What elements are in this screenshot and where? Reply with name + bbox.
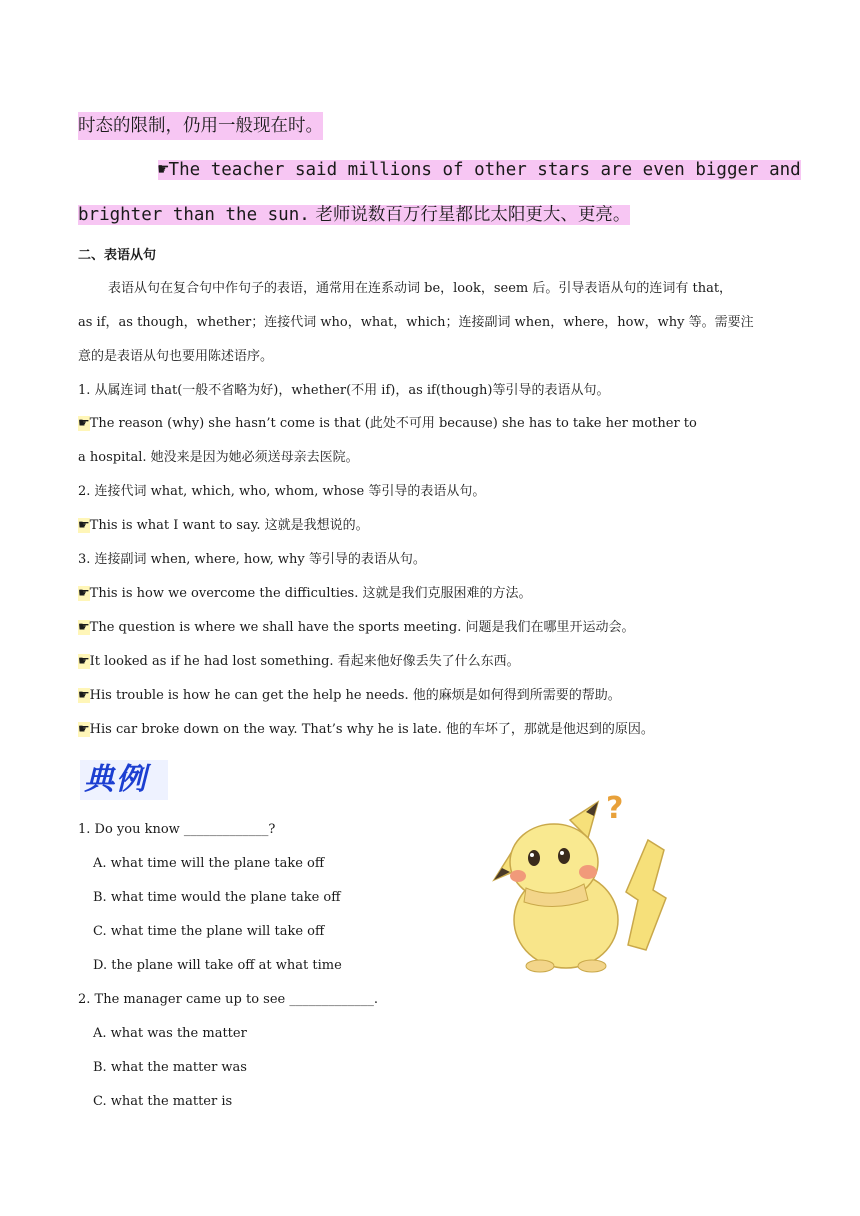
example-top-line1: ☛The teacher said millions of other stars are even bigger and bbox=[158, 160, 801, 180]
example-1a: ☛The reason (why) she hasn’t come is that (此处不可用 because) she has to take her mother to bbox=[78, 416, 697, 431]
desc-line-1: 表语从句在复合句中作句子的表语，通常用在连系动词 be，look，seem 后。引导表语从句的连词有 that， bbox=[108, 281, 733, 296]
desc-line-3: 意的是表语从句也要用陈述语序。 bbox=[78, 349, 274, 364]
example-3b: ☛The question is where we shall have the sports meeting. 问题是我们在哪里开运动会。 bbox=[78, 620, 635, 635]
question-1-option-d: D. the plane will take off at what time bbox=[93, 958, 342, 973]
section-heading: 二、表语从句 bbox=[78, 248, 157, 263]
example-3a: ☛This is how we overcome the difficulties. 这就是我们克服困难的方法。 bbox=[78, 586, 532, 601]
question-2-option-a: A. what was the matter bbox=[93, 1026, 247, 1041]
desc-line-2: as if，as though，whether；连接代词 who，what，which；连接副词 when，where，how，why 等。需要注 bbox=[78, 315, 754, 330]
rule-3: 3. 连接副词 when, where, how, why 等引导的表语从句。 bbox=[78, 552, 426, 567]
example-2: ☛This is what I want to say. 这就是我想说的。 bbox=[78, 518, 369, 533]
hand-icon: ☛ bbox=[78, 416, 90, 431]
question-2-stem: 2. The manager came up to see _____________. bbox=[78, 992, 378, 1007]
example-top-line2: brighter than the sun. 老师说数百万行星都比太阳更大、更亮。 bbox=[78, 205, 631, 225]
hand-icon: ☛ bbox=[158, 160, 169, 180]
example-logo: 典例 bbox=[80, 760, 168, 800]
mascot-illustration bbox=[488, 780, 678, 975]
question-1-option-c: C. what time the plane will take off bbox=[93, 924, 325, 939]
rule-1: 1. 从属连词 that(一般不省略为好)，whether(不用 if)，as if(though)等引导的表语从句。 bbox=[78, 383, 610, 398]
example-3c: ☛It looked as if he had lost something. 看起来他好像丢失了什么东西。 bbox=[78, 654, 520, 669]
intro-line: 时态的限制，仍用一般现在时。 bbox=[78, 112, 323, 140]
hand-icon: ☛ bbox=[78, 586, 90, 601]
example-3e: ☛His car broke down on the way. That’s why he is late. 他的车坏了，那就是他迟到的原因。 bbox=[78, 722, 654, 737]
example-3d: ☛His trouble is how he can get the help he needs. 他的麻烦是如何得到所需要的帮助。 bbox=[78, 688, 621, 703]
example-1b: a hospital. 她没来是因为她必须送母亲去医院。 bbox=[78, 450, 359, 465]
question-2-option-b: B. what the matter was bbox=[93, 1060, 247, 1075]
hand-icon: ☛ bbox=[78, 518, 90, 533]
question-1-stem: 1. Do you know _____________? bbox=[78, 822, 276, 837]
question-1-option-b: B. what time would the plane take off bbox=[93, 890, 341, 905]
question-1-option-a: A. what time will the plane take off bbox=[93, 856, 325, 871]
rule-2: 2. 连接代词 what, which, who, whom, whose 等引导的表语从句。 bbox=[78, 484, 486, 499]
hand-icon: ☛ bbox=[78, 620, 90, 635]
hand-icon: ☛ bbox=[78, 722, 90, 737]
hand-icon: ☛ bbox=[78, 654, 90, 669]
question-mark-icon: ? bbox=[606, 791, 624, 826]
question-2-option-c: C. what the matter is bbox=[93, 1094, 233, 1109]
hand-icon: ☛ bbox=[78, 688, 90, 703]
